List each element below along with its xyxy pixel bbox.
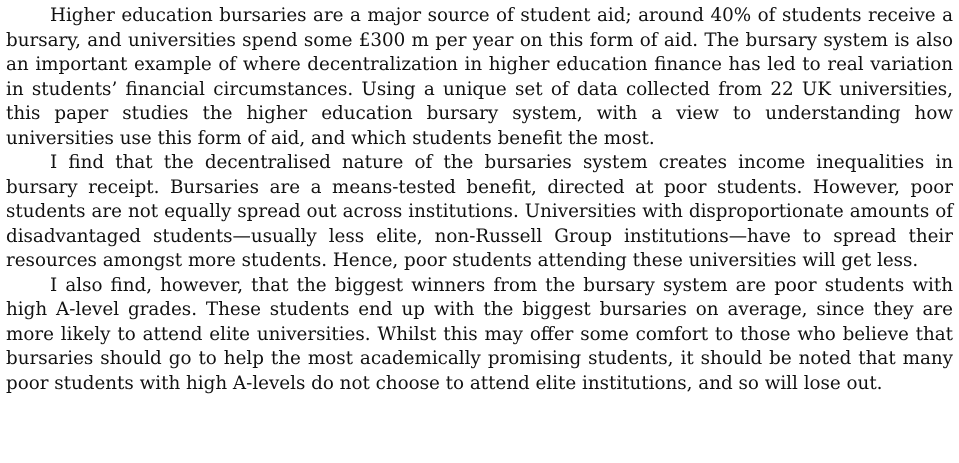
paragraph-1: Higher education bursaries are a major source of student aid; around 40% of students receive a bursary, and universities spend some £300 m per year on this form of aid. The bursary system is also an important example of where decentralization in higher education finance has led to real variation in students’ financial circumstances. Using a unique set of data collected from 22 UK universities, this paper studies the higher education bursary system, with a view to understanding how universities use this form of aid, and which students benefit the most. — [6, 5, 953, 149]
paragraph-3: I also find, however, that the biggest winners from the bursary system are poor students with high A-level grades. These students end up with the biggest bursaries on average, since they are more likely to attend elite universities. Whilst this may offer some comfort to those who believe that bursaries should go to help the most academically promising students, it should be noted that many poor students with high A-levels do not choose to attend elite institutions, and so will lose out. — [6, 274, 953, 394]
paragraph-2: I find that the decentralised nature of the bursaries system creates income inequalities in bursary receipt. Bursaries are a means-tested benefit, directed at poor students. However, poor students are not equally spread out across institutions. Universities with disproportionate amounts of disadvantaged students—usually less elite, non-Russell Group institutions—have to spread their resources amongst more students. Hence, poor students attending these universities will get less. — [6, 152, 953, 271]
